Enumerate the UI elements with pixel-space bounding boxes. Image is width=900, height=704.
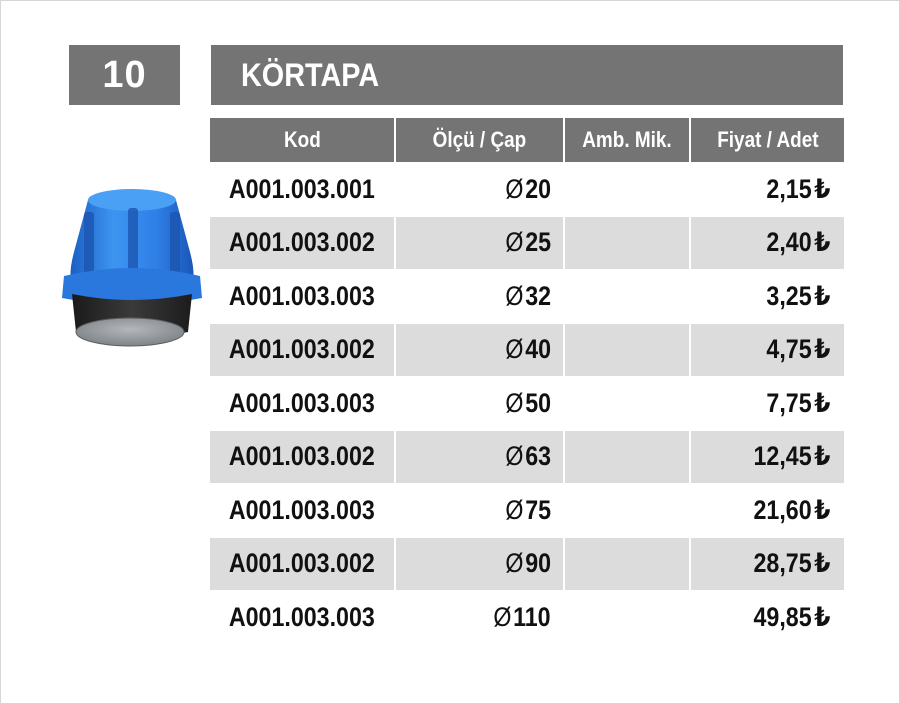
- cell-cap: Ø50: [395, 377, 564, 431]
- cell-kod: A001.003.001: [210, 163, 395, 217]
- diameter-symbol: Ø: [505, 494, 524, 525]
- cell-amb: [564, 484, 690, 538]
- price-table: [210, 118, 844, 644]
- cell-fiyat: 2,40₺: [690, 216, 844, 270]
- diameter-symbol: Ø: [493, 601, 512, 632]
- cell-fiyat: 28,75₺: [690, 537, 844, 591]
- cell-fiyat: 49,85₺: [690, 591, 844, 644]
- lira-icon: ₺: [813, 387, 830, 418]
- cell-fiyat: 4,75₺: [690, 323, 844, 377]
- lira-icon: ₺: [813, 334, 830, 365]
- table-row: [210, 377, 844, 431]
- header-olcu-cap: Ölçü / Çap: [395, 118, 564, 163]
- cell-amb: [564, 270, 690, 324]
- table-row: [210, 537, 844, 591]
- cell-fiyat: 21,60₺: [690, 484, 844, 538]
- table-row: [210, 163, 844, 217]
- header-amb-mik: Amb. Mik.: [564, 118, 690, 163]
- lira-icon: ₺: [813, 441, 830, 472]
- header-kod: Kod: [210, 118, 395, 163]
- cell-cap: Ø40: [395, 323, 564, 377]
- section-number: 10: [102, 53, 147, 96]
- table-row: [210, 430, 844, 484]
- cell-kod: A001.003.002: [210, 537, 395, 591]
- cell-kod: A001.003.002: [210, 323, 395, 377]
- cell-kod: A001.003.003: [210, 377, 395, 431]
- table-row: [210, 323, 844, 377]
- table-row: [210, 270, 844, 324]
- cell-amb: [564, 430, 690, 484]
- lira-icon: ₺: [813, 280, 830, 311]
- table-row: [210, 484, 844, 538]
- cell-cap: Ø32: [395, 270, 564, 324]
- pipe-end-cap-icon: [58, 182, 206, 352]
- lira-icon: ₺: [813, 173, 830, 204]
- cell-kod: A001.003.003: [210, 270, 395, 324]
- cell-kod: A001.003.003: [210, 591, 395, 644]
- cell-cap: Ø90: [395, 537, 564, 591]
- header-fiyat-adet: Fiyat / Adet: [690, 118, 844, 163]
- diameter-symbol: Ø: [505, 280, 524, 311]
- table-row: [210, 591, 844, 644]
- cell-amb: [564, 591, 690, 644]
- diameter-symbol: Ø: [505, 173, 524, 204]
- cell-amb: [564, 323, 690, 377]
- diameter-symbol: Ø: [505, 334, 524, 365]
- cell-kod: A001.003.002: [210, 216, 395, 270]
- diameter-symbol: Ø: [505, 548, 524, 579]
- cell-cap: Ø110: [395, 591, 564, 644]
- cell-cap: Ø63: [395, 430, 564, 484]
- section-title: KÖRTAPA: [241, 56, 380, 93]
- table-row: [210, 216, 844, 270]
- cell-fiyat: 7,75₺: [690, 377, 844, 431]
- lira-icon: ₺: [813, 227, 830, 258]
- cell-cap: Ø75: [395, 484, 564, 538]
- cell-amb: [564, 537, 690, 591]
- lira-icon: ₺: [813, 494, 830, 525]
- cell-amb: [564, 163, 690, 217]
- lira-icon: ₺: [813, 548, 830, 579]
- cell-amb: [564, 216, 690, 270]
- cell-amb: [564, 377, 690, 431]
- cell-kod: A001.003.002: [210, 430, 395, 484]
- diameter-symbol: Ø: [505, 227, 524, 258]
- cell-fiyat: 2,15₺: [690, 163, 844, 217]
- section-number-box: [69, 45, 180, 105]
- cell-cap: Ø25: [395, 216, 564, 270]
- cell-kod: A001.003.003: [210, 484, 395, 538]
- lira-icon: ₺: [813, 601, 830, 632]
- table-header-row: [210, 118, 844, 163]
- cell-cap: Ø20: [395, 163, 564, 217]
- diameter-symbol: Ø: [505, 441, 524, 472]
- diameter-symbol: Ø: [505, 387, 524, 418]
- cell-fiyat: 12,45₺: [690, 430, 844, 484]
- section-title-bar: [211, 45, 843, 105]
- cell-fiyat: 3,25₺: [690, 270, 844, 324]
